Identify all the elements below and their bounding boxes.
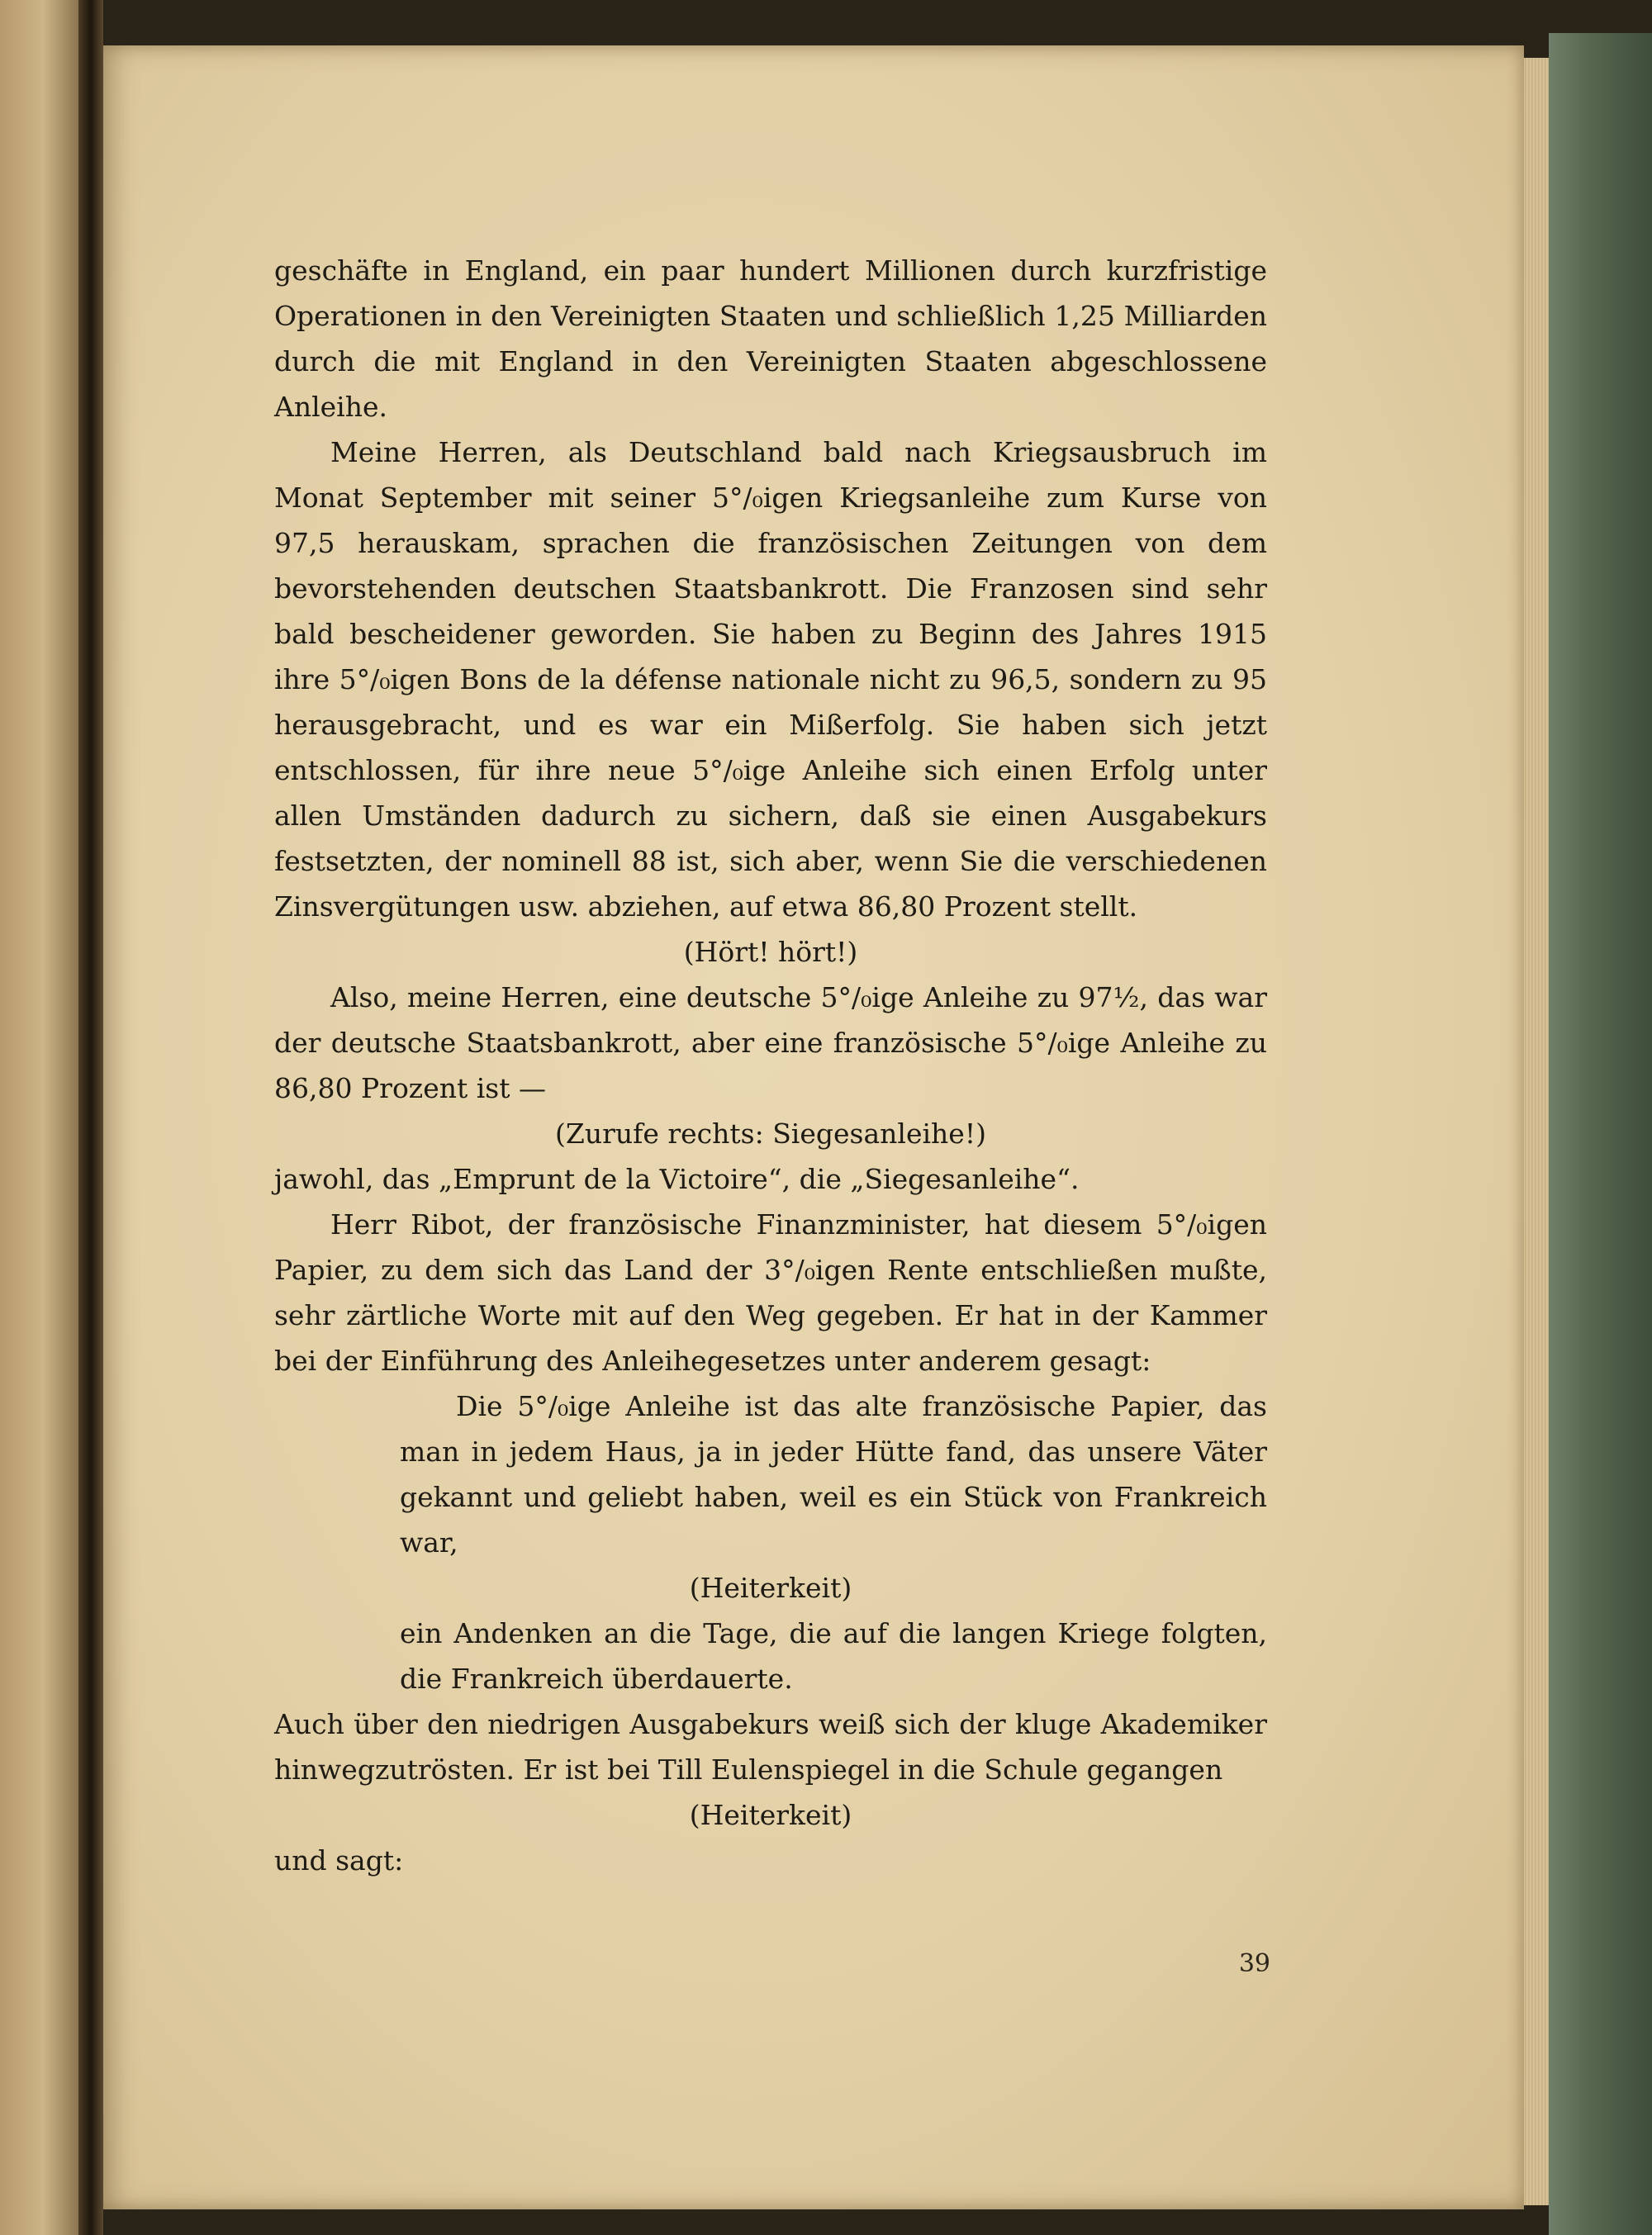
paragraph-continuation: geschäfte in England, ein paar hundert Millionen durch kurzfristige Operationen in den Vereinigten Staaten und schließlich 1,25 Milliarden durch die mit England in den Vereinigten Staaten abgeschlossene Anleihe. bbox=[274, 254, 1267, 423]
left-page-edge bbox=[0, 0, 78, 2235]
interjection-heiterkeit-2: (Heiterkeit) bbox=[689, 1799, 852, 1831]
page-number: 39 bbox=[1238, 1949, 1270, 1978]
paragraph-emprunt: jawohl, das „Emprunt de la Victoire“, die „Siegesanleihe“. bbox=[274, 1163, 1080, 1195]
book-cover-edge bbox=[1549, 33, 1652, 2235]
page-body-text bbox=[274, 248, 1267, 1883]
book-gutter bbox=[78, 0, 103, 2235]
interjection-hoert: (Hört! hört!) bbox=[683, 936, 858, 968]
quotation-part-2: ein Andenken an die Tage, die auf die langen Kriege folgten, die Frankreich überdauerte. bbox=[400, 1617, 1267, 1695]
interjection-zurufe: (Zurufe rechts: Siegesanleihe!) bbox=[555, 1118, 986, 1150]
paragraph-kriegsanleihe: Meine Herren, als Deutschland bald nach Kriegsausbruch im Monat September mit seiner 5°/₀igen Kriegsanleihe zum Kurse von 97,5 herauskam, sprachen die französischen Zeitungen von dem bevorstehenden deutschen Staatsbankrott. Die Franzosen sind sehr bald bescheidener geworden. Sie haben zu Beginn des Jahres 1915 ihre 5°/₀igen Bons de la défense nationale nicht zu 96,5, sondern zu 95 herausgebracht, und es war ein Mißerfolg. Sie haben sich jetzt entschlossen, für ihre neue 5°/₀ige Anleihe sich einen Erfolg unter allen Umständen dadurch zu sichern, daß sie einen Ausgabekurs festsetzten, der nominell 88 ist, sich aber, wenn Sie die verschiedenen Zinsvergütungen usw. abziehen, auf etwa 86,80 Prozent stellt. bbox=[274, 436, 1267, 923]
paragraph-eulenspiegel: Auch über den niedrigen Ausgabekurs weiß sich der kluge Akademiker hinwegzutrösten. Er ist bei Till Eulenspiegel in die Schule gegangen bbox=[274, 1708, 1267, 1786]
page-stack-edges bbox=[1524, 58, 1549, 2205]
quotation-part-1: Die 5°/₀ige Anleihe ist das alte französische Papier, das man in jedem Haus, ja in jeder Hütte fand, das unsere Väter gekannt und geliebt haben, weil es ein Stück von Frankreich war, bbox=[400, 1390, 1267, 1559]
paragraph-ribot: Herr Ribot, der französische Finanzminister, hat diesem 5°/₀igen Papier, zu dem sich das Land der 3°/₀igen Rente entschließen mußte, sehr zärtliche Worte mit auf den Weg gegeben. Er hat in der Kammer bei der Einführung des Anleihegesetzes unter anderem gesagt: bbox=[274, 1208, 1267, 1377]
interjection-heiterkeit-1: (Heiterkeit) bbox=[689, 1572, 852, 1604]
paragraph-und-sagt: und sagt: bbox=[274, 1844, 404, 1877]
paragraph-staatsbankrott: Also, meine Herren, eine deutsche 5°/₀ige Anleihe zu 97½, das war der deutsche Staatsbankrott, aber eine französische 5°/₀ige Anleihe zu 86,80 Prozent ist — bbox=[274, 981, 1267, 1104]
